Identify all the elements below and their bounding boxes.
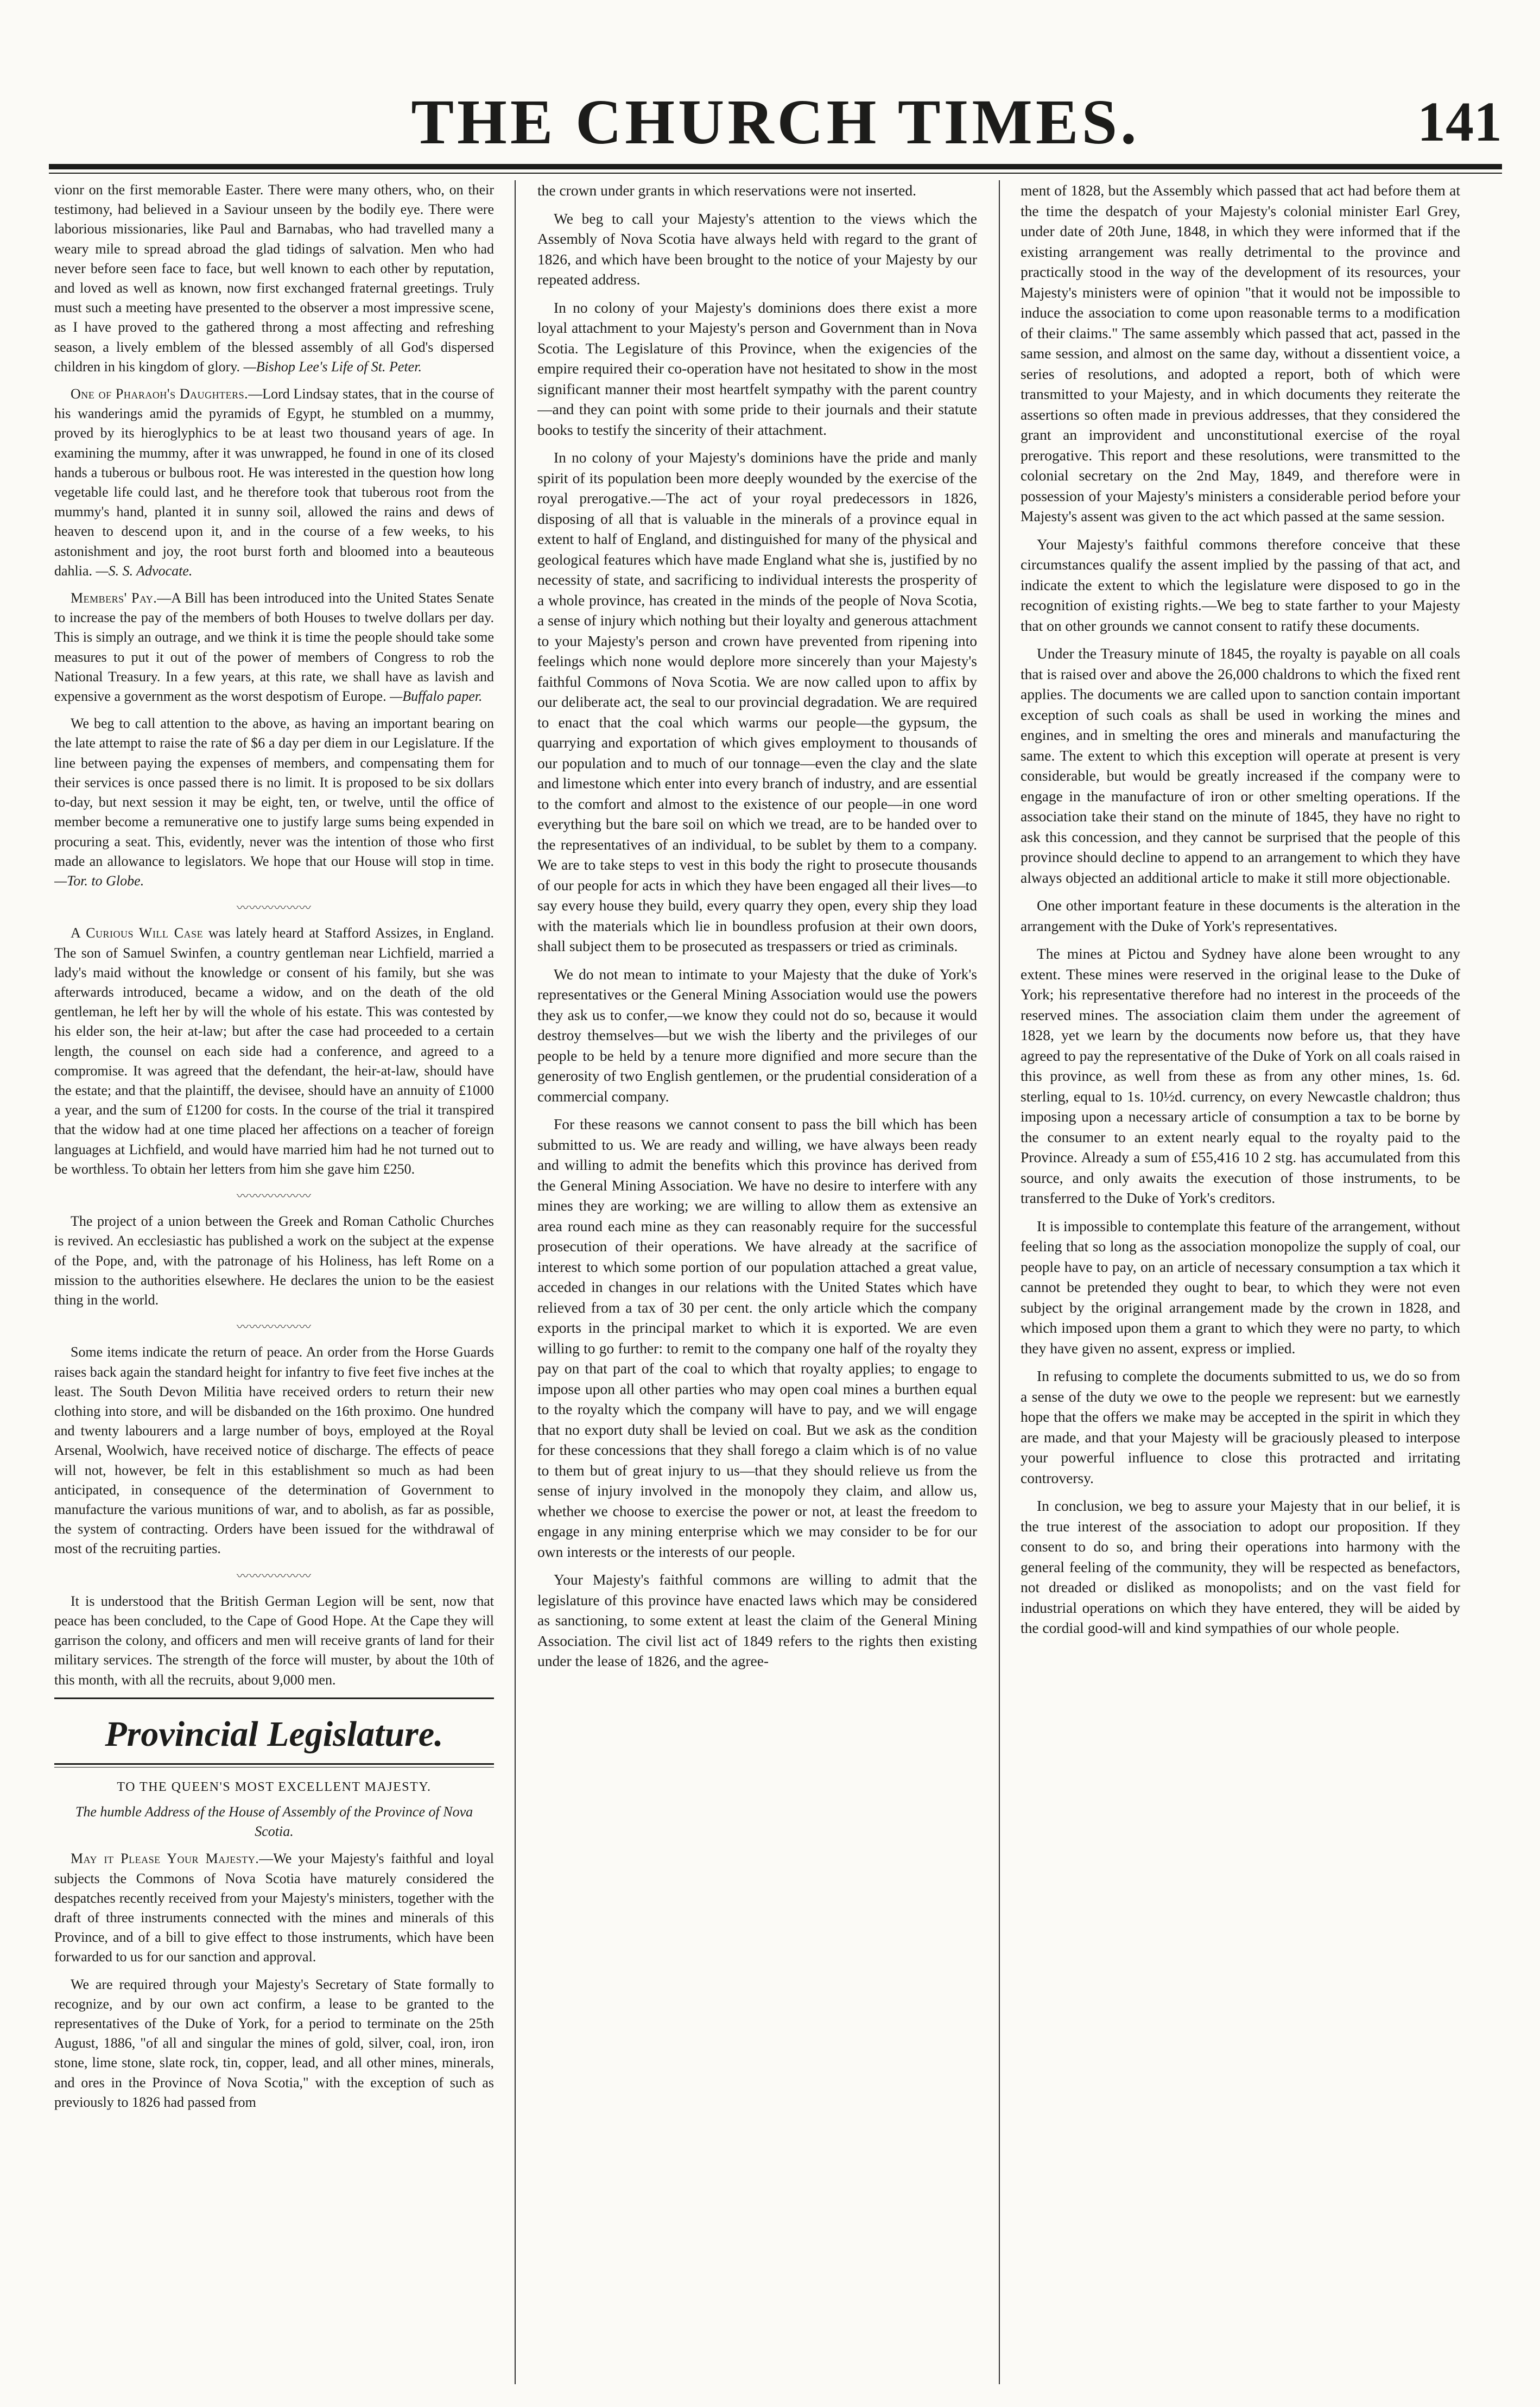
paragraph-text: —Lord Lindsay states, that in the course of his wanderings amid the pyramids of Egypt, he stumbled on a mummy, proved by its hieroglyphics to be at least two thousand years of age. In examining the mummy, after it was unwrapped, he found in one of its closed hands a tuberous or bulbous root. He was interested in the question how long vegetable life could last, and he therefore took that tuberous root from the mummy's hand, planted it in sunny soil, allowed the rains and dews of heaven to descend upon it, and in the course of a few weeks, to his astonishment and joy, the root burst forth and bloomed into a beauteous dahlia. [54,386,494,579]
article-paragraph [54,384,494,581]
article-paragraph: Under the Treasury minute of 1845, the royalty is payable on all coals that is raised over and above the 26,000 chaldrons to which the fixed rent applies. The documents we are called upon to sanction contain important exception of such coals as shall be used in working the mines and engines, and in smelting the ores and minerals and manufacturing the same. The extent to which this exception will operate at present is very considerable, but would be greatly increased if the company were to engage in the manufacture of iron or other smelting operations. If the association take their stand on the minute of 1845, they have no right to ask this concession, and they cannot be surprised that the people of this province should decline to append to an arrangement to which they have always objected an additional article to make it still more objectionable. [1021,645,1460,886]
column-2 [537,180,977,2384]
article-paragraph [54,588,494,706]
article-lead: A Curious Will Case [71,925,204,941]
paragraph-text: We beg to call attention to the above, as having an important bearing on the late attempt to raise the rate of $6 a day per diem in our Legislature. If the line between paying the expenses of members, and compensating them for their services is once passed there is no limit. It is proposed to be six dollars to-day, but next session it may be eight, ten, or twelve, until the office of member become a remunerative one to justify large sums being expended in procuring a seat. This, evidently, never was the intention of those who first made an allowance to legislators. We hope that our House will stop in time. [54,715,494,869]
article-lead: One of Pharaoh's Daughters. [71,386,249,402]
article-paragraph [54,1849,494,1967]
address-title: The humble Address of the House of Assembly of the Province of Nova Scotia. [75,1804,473,1840]
article-paragraph: In no colony of your Majesty's dominions does there exist a more loyal attachment to your Majesty's person and Government than in Nova Scotia. The Legislature of this Province, when the exigencies of the empire required their co-operation have not hesitated to show in the most significant manner their most heartfelt sympathy with the parent country—and they can point with some pride to their journals and their statute books to testify the sincerity of their attachment. [537,299,977,438]
article-paragraph: Some items indicate the return of peace. An order from the Horse Guards raises back again the standard height for infantry to five feet five inches at the least. The South Devon Militia have received orders to return their new clothing into store, and will be disbanded on the 16th proximo. One hundred and twenty labourers and a large number of boys, employed at the Royal Arsenal, Woolwich, have received notice of discharge. The effects of peace will not, however, be felt in this establishment so much as had been anticipated, in consequence of the determination of Government to manufacture the various munitions of war, and to abolish, as far as possible, the system of contracting. Orders have been issued for the withdrawal of most of the recruiting parties. [54,1344,494,1557]
column-divider [999,180,1000,2384]
newspaper-title: THE CHURCH TIMES. [411,86,1140,157]
article-paragraph: the crown under grants in which reservations were not inserted. [537,182,916,199]
article-paragraph: We are required through your Majesty's Secretary of State formally to recognize, and by our own act confirm, a lease to be granted to the representatives of the Duke of York, for a period to terminate on the 25th August, 1886, "of all and singular the mines of gold, silver, coal, iron, iron stone, lime stone, slate rock, tin, copper, lead, and all other mines, minerals, and ores in the Province of Nova Scotia," with the exception of such as previously to 1826 had passed from [54,1976,494,2110]
masthead-rule-thin [49,173,1502,174]
paragraph-text: —A Bill has been introduced into the United States Senate to increase the pay of the members of both Houses to twelve dollars per day. This is simply an outrage, and we think it is time the people should take some measures to put it out of the power of members of Congress to rob the National Treasury. In a few years, at this rate, we shall have as lavish and expensive a government as the worst despotism of Europe. [54,590,494,705]
article-lead: May it Please Your Majesty. [71,1851,259,1867]
article-lead: Members' Pay. [71,590,157,606]
article-paragraph [54,180,494,377]
article-paragraph: In conclusion, we beg to assure your Majesty that in our belief, it is the true interest of the association to adopt our proposition. If they consent to do so, and bring their operations into harmony with the general feeling of the community, they will be respected as benefactors, not dreaded or disliked as monopolists; and on the vast field for industrial operations on which they have entered, they will be aided by the cordial good-will and kind sympathies of our whole people. [1021,1497,1460,1636]
wavy-separator: 〰〰〰〰〰〰 [236,1569,312,1583]
paragraph-text: —We your Majesty's faithful and loyal subjects the Commons of Nova Scotia have maturely considered the despatches recently received from your Majesty's ministers, together with the draft of three instruments connected with the mines and minerals of this Province, and of a bill to give effect to those instruments, which have been forwarded to us for our sanction and approval. [54,1851,494,1965]
column-divider [515,180,516,2384]
article-paragraph: In no colony of your Majesty's dominions have the pride and manly spirit of its population been more deeply wounded by the exercise of the royal prerogative.—The act of your royal predecessors in 1826, disposing of all that is valuable in the minerals of a province equal in extent to half of England, and distinguished for many of the physical and geological features which have made England what she is, justified by no necessity of state, and sacrificing to individual interests the prosperity of a whole province, has created in the minds of the people of Nova Scotia, a sense of injury which nothing but their loyalty and generous attachment to your Majesty's person and crown have prevented from ripening into feelings which none would deplore more sincerely than your Majesty's faithful Commons of Nova Scotia. We are now called upon to affix by our deliberate act, the seal to our provincial degradation. We are required to enact that the coal which warms our people—the gypsum, the quarrying and exportation of which gives employment to thousands of our population and to much of our tonnage—even the clay and the slate and limestone which enter into every branch of industry, and are essential to the comfort and almost to the existence of our people—in one word everything but the bare soil on which we tread, are to be handed over to the representatives of an individual, to be sublet by them to a company. We are to take steps to vest in this body the right to prosecute thousands of our people for acts in which they have been engaged all their lives—to say every house they build, every quarry they open, every ship they load with the materials which lie in boundless profusion at their own doors, shall subject them to be prosecuted as trespassers or tried as criminals. [537,449,977,954]
column-1 [54,180,494,2384]
article-paragraph: Your Majesty's faithful commons therefore conceive that these circumstances qualify the assent implied by the passing of that act, and indicate the extent to which the legislature were disposed to go in the recognition of existing rights.—We beg to state farther to your Majesty that on other grounds we cannot consent to ratify these documents. [1021,535,1460,634]
article-paragraph: We beg to call your Majesty's attention to the views which the Assembly of Nova Scotia have always held with regard to the grant of 1826, and which have been brought to the notice of your Majesty by our repeated address. [537,210,977,288]
attribution: —Tor. to Globe. [54,872,144,889]
article-paragraph: Your Majesty's faithful commons are willing to admit that the legislature of this province have enacted laws which may be considered as sanctioning, to some extent at least the claim of the General Mining Association. The civil list act of 1849 refers to the rights then existing under the lease of 1826, and the agree- [537,1571,977,1669]
article-paragraph: In refusing to complete the documents submitted to us, we do so from a sense of the duty we owe to the people we represent: but we earnestly hope that the offers we make may be accepted in the spirit in which they are made, and that your Majesty will be graciously pleased to interpose your powerful influence to close this protracted and irritating controversy. [1021,1367,1460,1486]
masthead-rule-thick [49,164,1502,169]
attribution: —S. S. Advocate. [96,562,193,579]
article-paragraph: One other important feature in these documents is the alteration in the arrangement with the Duke of York's representatives. [1021,897,1460,934]
article-paragraph: It is understood that the British German Legion will be sent, now that peace has been concluded, to the Cape of Good Hope. At the Cape they will garrison the colony, and officers and men will receive grants of land for their military services. The strength of the force will muster, by about the 10th of this month, with all the recruits, about 9,000 men. [54,1593,494,1688]
section-rule [54,1763,494,1765]
article-paragraph [54,714,494,891]
attribution: —Bishop Lee's Life of St. Peter. [243,358,422,375]
article-paragraph: It is impossible to contemplate this feature of the arrangement, without feeling that so long as the association monopolize the supply of coal, our people have to pay, on an article of necessary consumption a tax which it cannot be pretended they ought to bear, to which they were not even subject by the original arrangement made by the crown in 1828, and which imposed upon them a grant to which they were no party, to which they have given no assent, express or implied. [1021,1217,1460,1357]
section-rule [54,1697,494,1699]
paragraph-text: was lately heard at Stafford Assizes, in England. The son of Samuel Swinfen, a country gentleman near Lichfield, married a lady's maid without the knowledge or consent of his family, but she was afterwards introduced, became a widow, and on the death of the old gentleman, he left her by will the whole of his estate. This was contested by his elder son, the heir at-law; but after the case had proceeded to a certain length, the counsel on each side had a conference, and agreed to a compromise. It was agreed that the defendant, the heir-at-law, should have the estate; and that the plaintiff, the devisee, should have an annuity of £1000 a year, and the sum of £1200 for costs. In the course of the trial it transpired that the widow had at one time placed her affections on a teacher of foreign languages at Lichfield, and would have married him had he not turned out to be worthless. To obtain her letters from him she gave him £250. [54,925,494,1177]
address-recipient: TO THE QUEEN'S MOST EXCELLENT MAJESTY. [117,1779,432,1794]
column-3 [1021,180,1460,2384]
article-paragraph [54,923,494,1179]
masthead [49,81,1502,163]
article-paragraph: ment of 1828, but the Assembly which passed that act had before them at the time the despatch of your Majesty's colonial minister Earl Grey, under date of 20th June, 1848, in which they were informed that if the existing arrangement was really detrimental to the province and practically stood in the way of the development of its resources, your Majesty's ministers were of opinion "that it would not be impossible to induce the association to come upon reasonable terms to a modification of their claims." The same assembly which passed that act, passed in the same session, and almost on the same day, without a dissentient voice, a series of resolutions, and adopted a report, both of which were transmitted to your Majesty, and in which documents they reiterate the assertions so often made in previous addresses, that they considered the grant an improvident and unconstitutional exercise of the royal prerogative. This report and these resolutions, were transmitted to the colonial secretary on the 2nd May, 1849, and therefore were in possession of your Majesty's ministers a considerable period before your Majesty's assent was given to the act which passed at the same session. [1021,182,1460,524]
wavy-separator: 〰〰〰〰〰〰 [236,1320,312,1334]
article-paragraph: For these reasons we cannot consent to pass the bill which has been submitted to us. We are ready and willing, we have always been ready and willing to admit the benefits which this province has derived from the General Mining Association. We have no desire to interfere with any mines they are working; we are willing to allow them as extensive an area round each mine as they can reasonably require for the successful prosecution of their operations. We have already at the sacrifice of interest to which some portion of our population attached a great value, acceded in changes in our relations with the United States which have relieved from a tax of 30 per cent. the only article which the company exports in the principal market to which it is exported. We are even willing to go further: to remit to the company one half of the royalty they pay on that part of the coal to which that royalty applies; to engage to impose upon all other parties who may open coal mines a burthen equal to the royalty which the company will have to pay, and we will engage that no export duty shall be levied on coal. But we ask as the condition for these concessions that they shall forego a claim which is of no value to them but of great injury to us—that they should relieve us from the sense of injury involved in the monopoly they claim, and allow us, whether we choose to exercise the power or not, at least the freedom to engage in any mining enterprise which we may consider to be for our own interests or the interests of our people. [537,1116,977,1560]
article-paragraph: The project of a union between the Greek and Roman Catholic Churches is revived. An ecclesiastic has published a work on the subject at the expense of the Pope, and, with the patronage of his Holiness, has left Rome on a mission to the authorities elsewhere. He declares the union to be the easiest thing in the world. [54,1213,494,1308]
section-rule-thin [54,1767,494,1768]
wavy-separator: 〰〰〰〰〰〰 [236,901,312,915]
section-heading: Provincial Legislature. [105,1714,443,1754]
wavy-separator: 〰〰〰〰〰〰 [236,1189,312,1203]
article-paragraph: We do not mean to intimate to your Majesty that the duke of York's representatives or the General Mining Association would use the powers they ask us to confer,—we know they could not do so, because it would destroy themselves—but we wish the liberty and the privileges of our people to be held by a tenure more dignified and more secure than the generosity of two English gentlemen, or the prudential consideration of a commercial company. [537,965,977,1105]
page-number: 141 [1417,91,1502,153]
article-paragraph: The mines at Pictou and Sydney have alone been wrought to any extent. These mines were reserved in the original lease to the Duke of York; his representative therefore had no interest in the proceeds of the reserved mines. The association claim them under the agreement of 1828, yet we learn by the documents now before us, that they have agreed to pay the representative of the Duke of York on all coals raised in this province, as well from these as from any other mines, 1s. 6d. sterling, equal to 1s. 10½d. currency, on every Newcastle chaldron; thus imposing upon a necessary article of consumption a tax to be borne by the consumer to an extent nearly equal to the royalty paid to the Province. Already a sum of £55,416 10 2 stg. has accumulated from this source, and only awaits the execution of those instruments, to be transferred to the Duke of York's creditors. [1021,945,1460,1206]
paragraph-text: vionr on the first memorable Easter. There were many others, who, on their testimony, had believed in a Saviour unseen by the bodily eye. There were laborious missionaries, like Paul and Barnabas, who had travelled many a weary mile to spread abroad the glad tidings of salvation. Men who had never before seen face to face, but well known to each other by reputation, and loved as well as known, now first exchanged fraternal greetings. Truly must such a meeting have presented to the observer a most impressive scene, as I have proved to the gathered throng a most affecting and refreshing season, a lively emblem of the blessed assembly of all God's dispersed children in his kingdom of glory. [54,182,494,375]
attribution: —Buffalo paper. [390,688,483,705]
